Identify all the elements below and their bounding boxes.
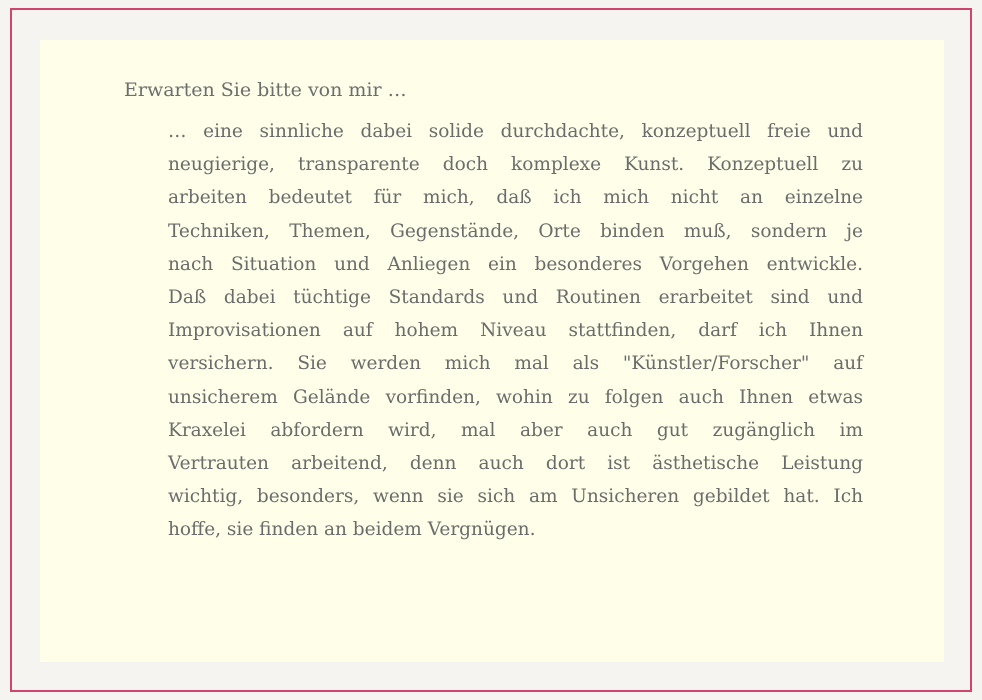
body-line: Techniken, Themen, Gegenstände, Orte binden muß, sondern je (168, 220, 863, 242)
body-line: neugierige, transparente doch komplexe Kunst. Konzeptuell zu (168, 154, 863, 176)
body-line: Kraxelei abfordern wird, mal aber auch gut zugänglich im (168, 419, 863, 441)
body-line: versichern. Sie werden mich mal als "Künstler/Forscher" auf (168, 353, 863, 375)
body-line: unsicherem Gelände vorfinden, wohin zu folgen auch Ihnen etwas (168, 386, 863, 408)
body-line: hoffe, sie finden an beidem Vergnügen. (168, 519, 536, 541)
body-line: arbeiten bedeutet für mich, daß ich mich nicht an einzelne (168, 187, 863, 209)
page-frame (10, 8, 972, 692)
body-line: wichtig, besonders, wenn sie sich am Unsicheren gebildet hat. Ich (168, 486, 863, 508)
body-line: … eine sinnliche dabei solide durchdachte, konzeptuell freie und (168, 121, 863, 142)
body-paragraph (168, 115, 863, 546)
content-panel (40, 40, 944, 662)
body-line: Improvisationen auf hohem Niveau stattfinden, darf ich Ihnen (168, 320, 863, 342)
body-line: Daß dabei tüchtige Standards und Routinen erarbeitet sind und (168, 286, 863, 308)
page-heading: Erwarten Sie bitte von mir … (124, 79, 407, 101)
body-line: nach Situation und Anliegen ein besonderes Vorgehen entwickle. (168, 253, 863, 275)
body-line: Vertrauten arbeitend, denn auch dort ist ästhetische Leistung (168, 452, 863, 474)
